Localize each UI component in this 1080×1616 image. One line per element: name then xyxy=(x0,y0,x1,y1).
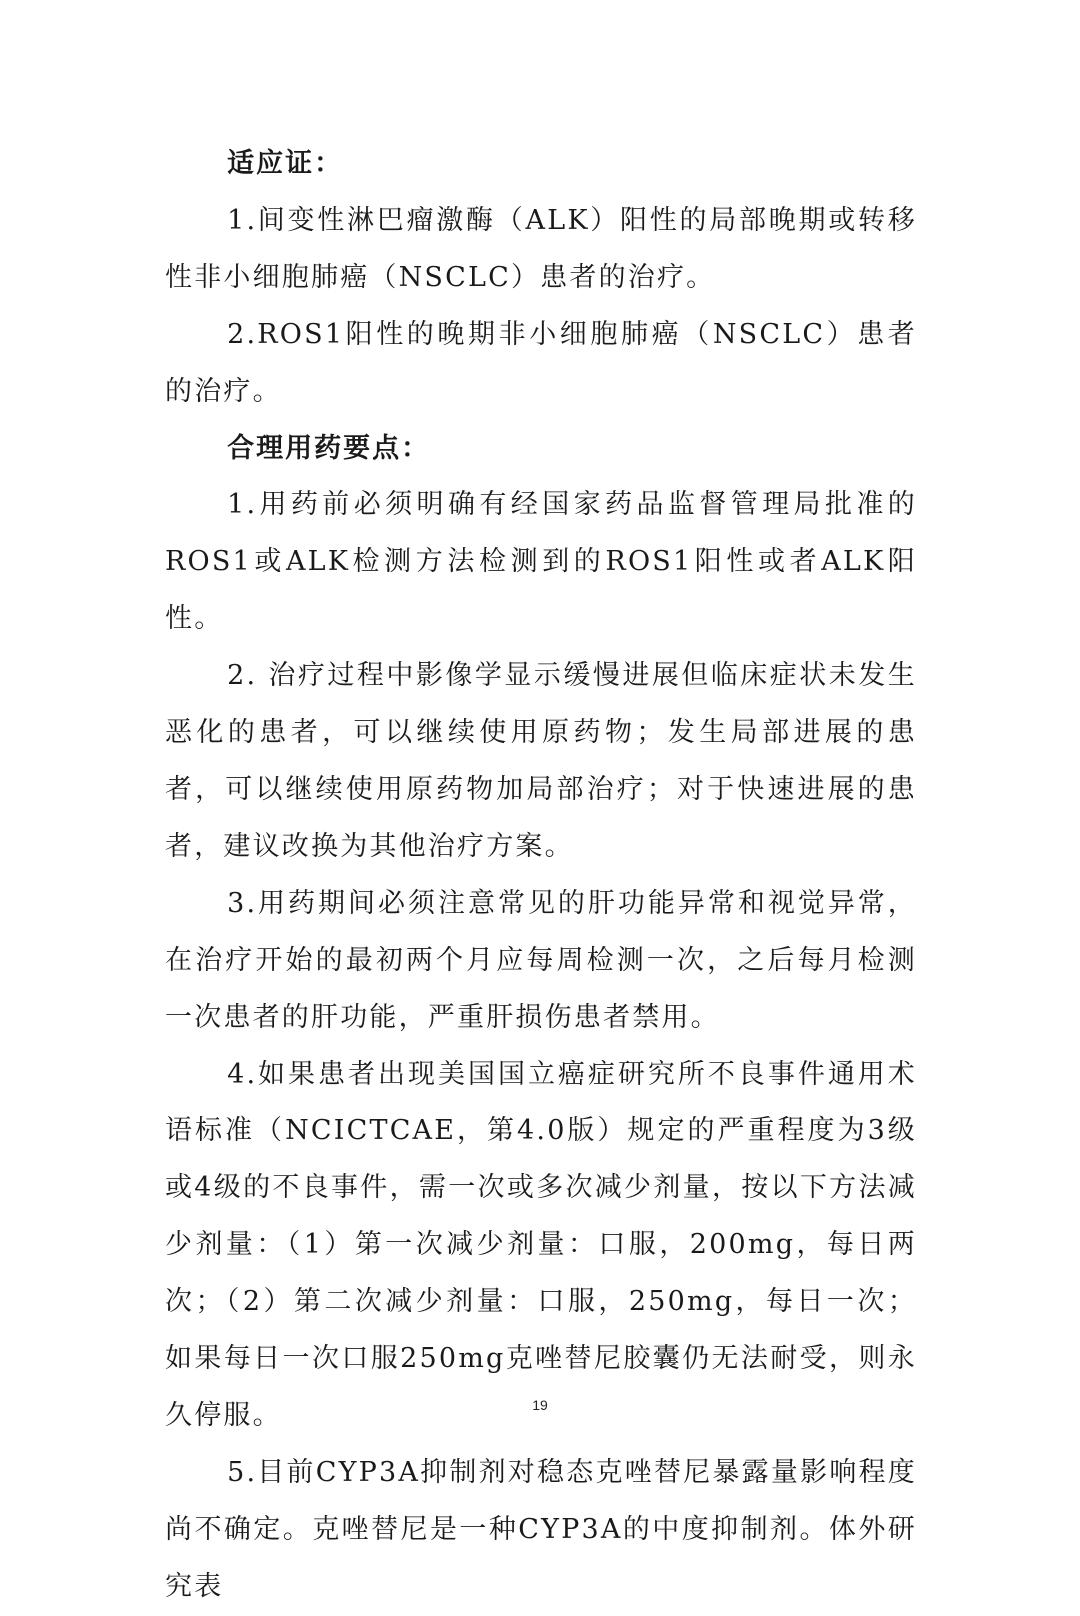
key-point-1: 1.用药前必须明确有经国家药品监督管理局批准的ROS1或ALK检测方法检测到的ROS1阳性或者ALK阳性。 xyxy=(165,489,917,635)
document-body xyxy=(165,136,917,1616)
page-number: 19 xyxy=(532,1397,548,1413)
indication-item-1: 1.间变性淋巴瘤激酶（ALK）阳性的局部晚期或转移性非小细胞肺癌（NSCLC）患者的治疗。 xyxy=(165,204,917,293)
heading-indications: 适应证： xyxy=(227,148,344,179)
key-point-5: 5.目前CYP3A抑制剂对稳态克唑替尼暴露量影响程度尚不确定。克唑替尼是一种CYP3A的中度抑制剂。体外研究表 xyxy=(165,1456,917,1602)
heading-key-points: 合理用药要点： xyxy=(227,432,431,464)
key-point-3: 3.用药期间必须注意常见的肝功能异常和视觉异常，在治疗开始的最初两个月应每周检测一次，之后每月检测一次患者的肝功能，严重肝损伤患者禁用。 xyxy=(165,887,917,1033)
key-point-2: 2. 治疗过程中影像学显示缓慢进展但临床症状未发生恶化的患者，可以继续使用原药物；发生局部进展的患者，可以继续使用原药物加局部治疗；对于快速进展的患者，建议改换为其他治疗方案。 xyxy=(165,660,917,862)
key-point-4: 4.如果患者出现美国国立癌症研究所不良事件通用术语标准（NCICTCAE，第4.0版）规定的严重程度为3级或4级的不良事件，需一次或多次减少剂量，按以下方法减少剂量：（1）第一次减少剂量：口服，200mg，每日两次；（2）第二次减少剂量：口服，250mg，每日一次；如果每日一次口服250mg克唑替尼胶囊仍无法耐受，则永久停服。 xyxy=(165,1058,917,1431)
indication-item-2: 2.ROS1阳性的晚期非小细胞肺癌（NSCLC）患者的治疗。 xyxy=(165,318,917,407)
